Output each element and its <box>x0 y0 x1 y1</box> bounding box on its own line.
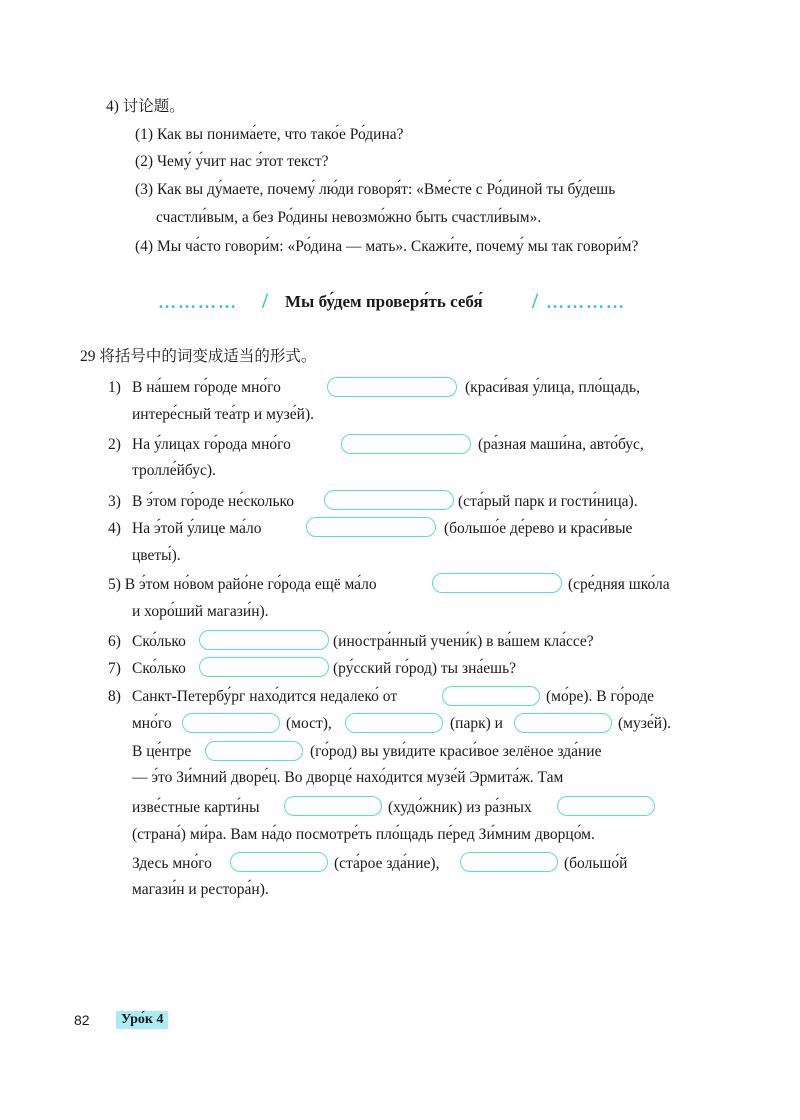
item-8-text: Санкт-Петербу́рг нахо́дится недалеко́ от <box>132 688 398 705</box>
discussion-question-2: (2) Чему́ у́чит нас э́тот текст? <box>135 153 329 170</box>
exercise-header: 29 将括号中的词变成适当的形式。 <box>80 348 317 365</box>
item-8-text-center: В це́нтре <box>132 743 192 760</box>
banner-slash-left: / <box>262 288 269 313</box>
item-2-hint-cont: тролле́йбус). <box>132 462 216 479</box>
answer-blank-2[interactable] <box>341 434 471 454</box>
item-1-text: В на́шем го́роде мно́го <box>132 379 281 396</box>
lesson-badge: Уро́к 4 <box>116 1011 168 1029</box>
answer-blank-1[interactable] <box>327 377 457 397</box>
item-1-hint-cont: интере́сный теа́тр и музе́й). <box>132 406 314 423</box>
item-8-text-palace: — э́то Зи́мний дворе́ц. Во дворце́ нахо́дится музе́й Эрмита́ж. Там <box>132 769 564 786</box>
item-3-number: 3) <box>108 493 121 510</box>
banner-slash-right: / <box>532 288 539 313</box>
answer-blank-8c[interactable] <box>345 713 443 733</box>
answer-blank-7[interactable] <box>199 657 329 677</box>
answer-blank-4[interactable] <box>306 517 436 537</box>
discussion-question-1: (1) Как вы понима́ете, что тако́е Ро́дина? <box>135 126 404 143</box>
answer-blank-5[interactable] <box>432 573 562 593</box>
item-8-text-many: мно́го <box>132 715 172 732</box>
item-8-hint-shop: (большо́й <box>564 855 628 872</box>
answer-blank-8e[interactable] <box>205 741 303 761</box>
item-8-hint-city: (го́род) вы уви́дите краси́вое зелёное зда́ние <box>310 743 602 760</box>
item-7-hint: (ру́сский го́род) ты зна́ешь? <box>333 660 517 677</box>
answer-blank-3[interactable] <box>324 490 454 510</box>
item-8-hint-artist: (худо́жник) из ра́зных <box>388 799 532 816</box>
item-8-hint-building: (ста́рое зда́ние), <box>334 855 440 872</box>
item-8-hint-shop-cont: магази́н и рестора́н). <box>132 881 269 898</box>
item-6-text: Ско́лько <box>132 633 186 650</box>
item-8-number: 8) <box>108 688 121 705</box>
item-4-text: На э́той у́лице ма́ло <box>132 520 262 537</box>
item-8-text-paintings: изве́стные карти́ны <box>132 799 260 816</box>
item-5-hint: (сре́дняя шко́ла <box>568 576 670 593</box>
section-4-header: 4) 讨论题。 <box>106 98 185 115</box>
item-6-number: 6) <box>108 633 121 650</box>
answer-blank-8i[interactable] <box>460 852 558 872</box>
discussion-question-4: (4) Мы ча́сто говори́м: «Ро́дина — мать». Скажи́те, почему́ мы так говори́м? <box>135 238 639 255</box>
item-2-number: 2) <box>108 436 121 453</box>
answer-blank-8b[interactable] <box>182 713 280 733</box>
item-4-hint: (большо́е де́рево и краси́вые <box>444 520 633 537</box>
answer-blank-8d[interactable] <box>514 713 612 733</box>
answer-blank-8a[interactable] <box>442 686 540 706</box>
banner-dots-right: ………… <box>546 292 626 312</box>
item-8-hint-bridge: (мост), <box>286 715 332 732</box>
item-7-text: Ско́лько <box>132 660 186 677</box>
item-4-number: 4) <box>108 520 121 537</box>
item-2-text: На у́лицах го́рода мно́го <box>132 436 291 453</box>
item-6-hint: (иностра́нный учени́к) в ва́шем кла́ссе? <box>333 633 594 650</box>
item-8-hint-country: (страна́) ми́ра. Вам на́до посмотре́ть пло́щадь пе́ред Зи́мним дворцо́м. <box>132 826 595 843</box>
answer-blank-8g[interactable] <box>557 796 655 816</box>
discussion-question-3: (3) Как вы ду́маете, почему́ лю́ди говоря́т: «Вме́сте с Ро́диной ты бу́дешь <box>135 181 616 198</box>
item-3-hint: (ста́рый парк и гости́ница). <box>458 493 638 510</box>
answer-blank-6[interactable] <box>199 630 329 650</box>
discussion-question-3-cont: счастли́вым, а без Ро́дины невозмо́жно быть счастли́вым». <box>156 209 542 226</box>
section-title: Мы бу́дем проверя́ть себя́ <box>285 292 483 311</box>
item-8-hint-sea: (мо́ре). В го́роде <box>546 688 655 705</box>
item-5-text: 5) В э́том но́вом райо́не го́рода ещё ма́ло <box>108 576 377 593</box>
item-8-hint-park: (парк) и <box>450 715 503 732</box>
item-7-number: 7) <box>108 660 121 677</box>
item-8-text-here: Здесь мно́го <box>132 855 212 872</box>
banner-dots-left: ………… <box>158 292 238 312</box>
item-5-hint-cont: и хоро́ший магази́н). <box>132 603 269 620</box>
item-8-hint-museum: (музе́й). <box>618 715 672 732</box>
answer-blank-8f[interactable] <box>284 796 382 816</box>
item-4-hint-cont: цветы́). <box>132 547 181 564</box>
page-number: 82 <box>74 1012 90 1028</box>
answer-blank-8h[interactable] <box>230 852 328 872</box>
item-3-text: В э́том го́роде не́сколько <box>132 493 295 510</box>
item-1-number: 1) <box>108 379 121 396</box>
item-2-hint: (ра́зная маши́на, авто́бус, <box>478 436 644 453</box>
item-1-hint: (краси́вая у́лица, пло́щадь, <box>465 379 640 396</box>
